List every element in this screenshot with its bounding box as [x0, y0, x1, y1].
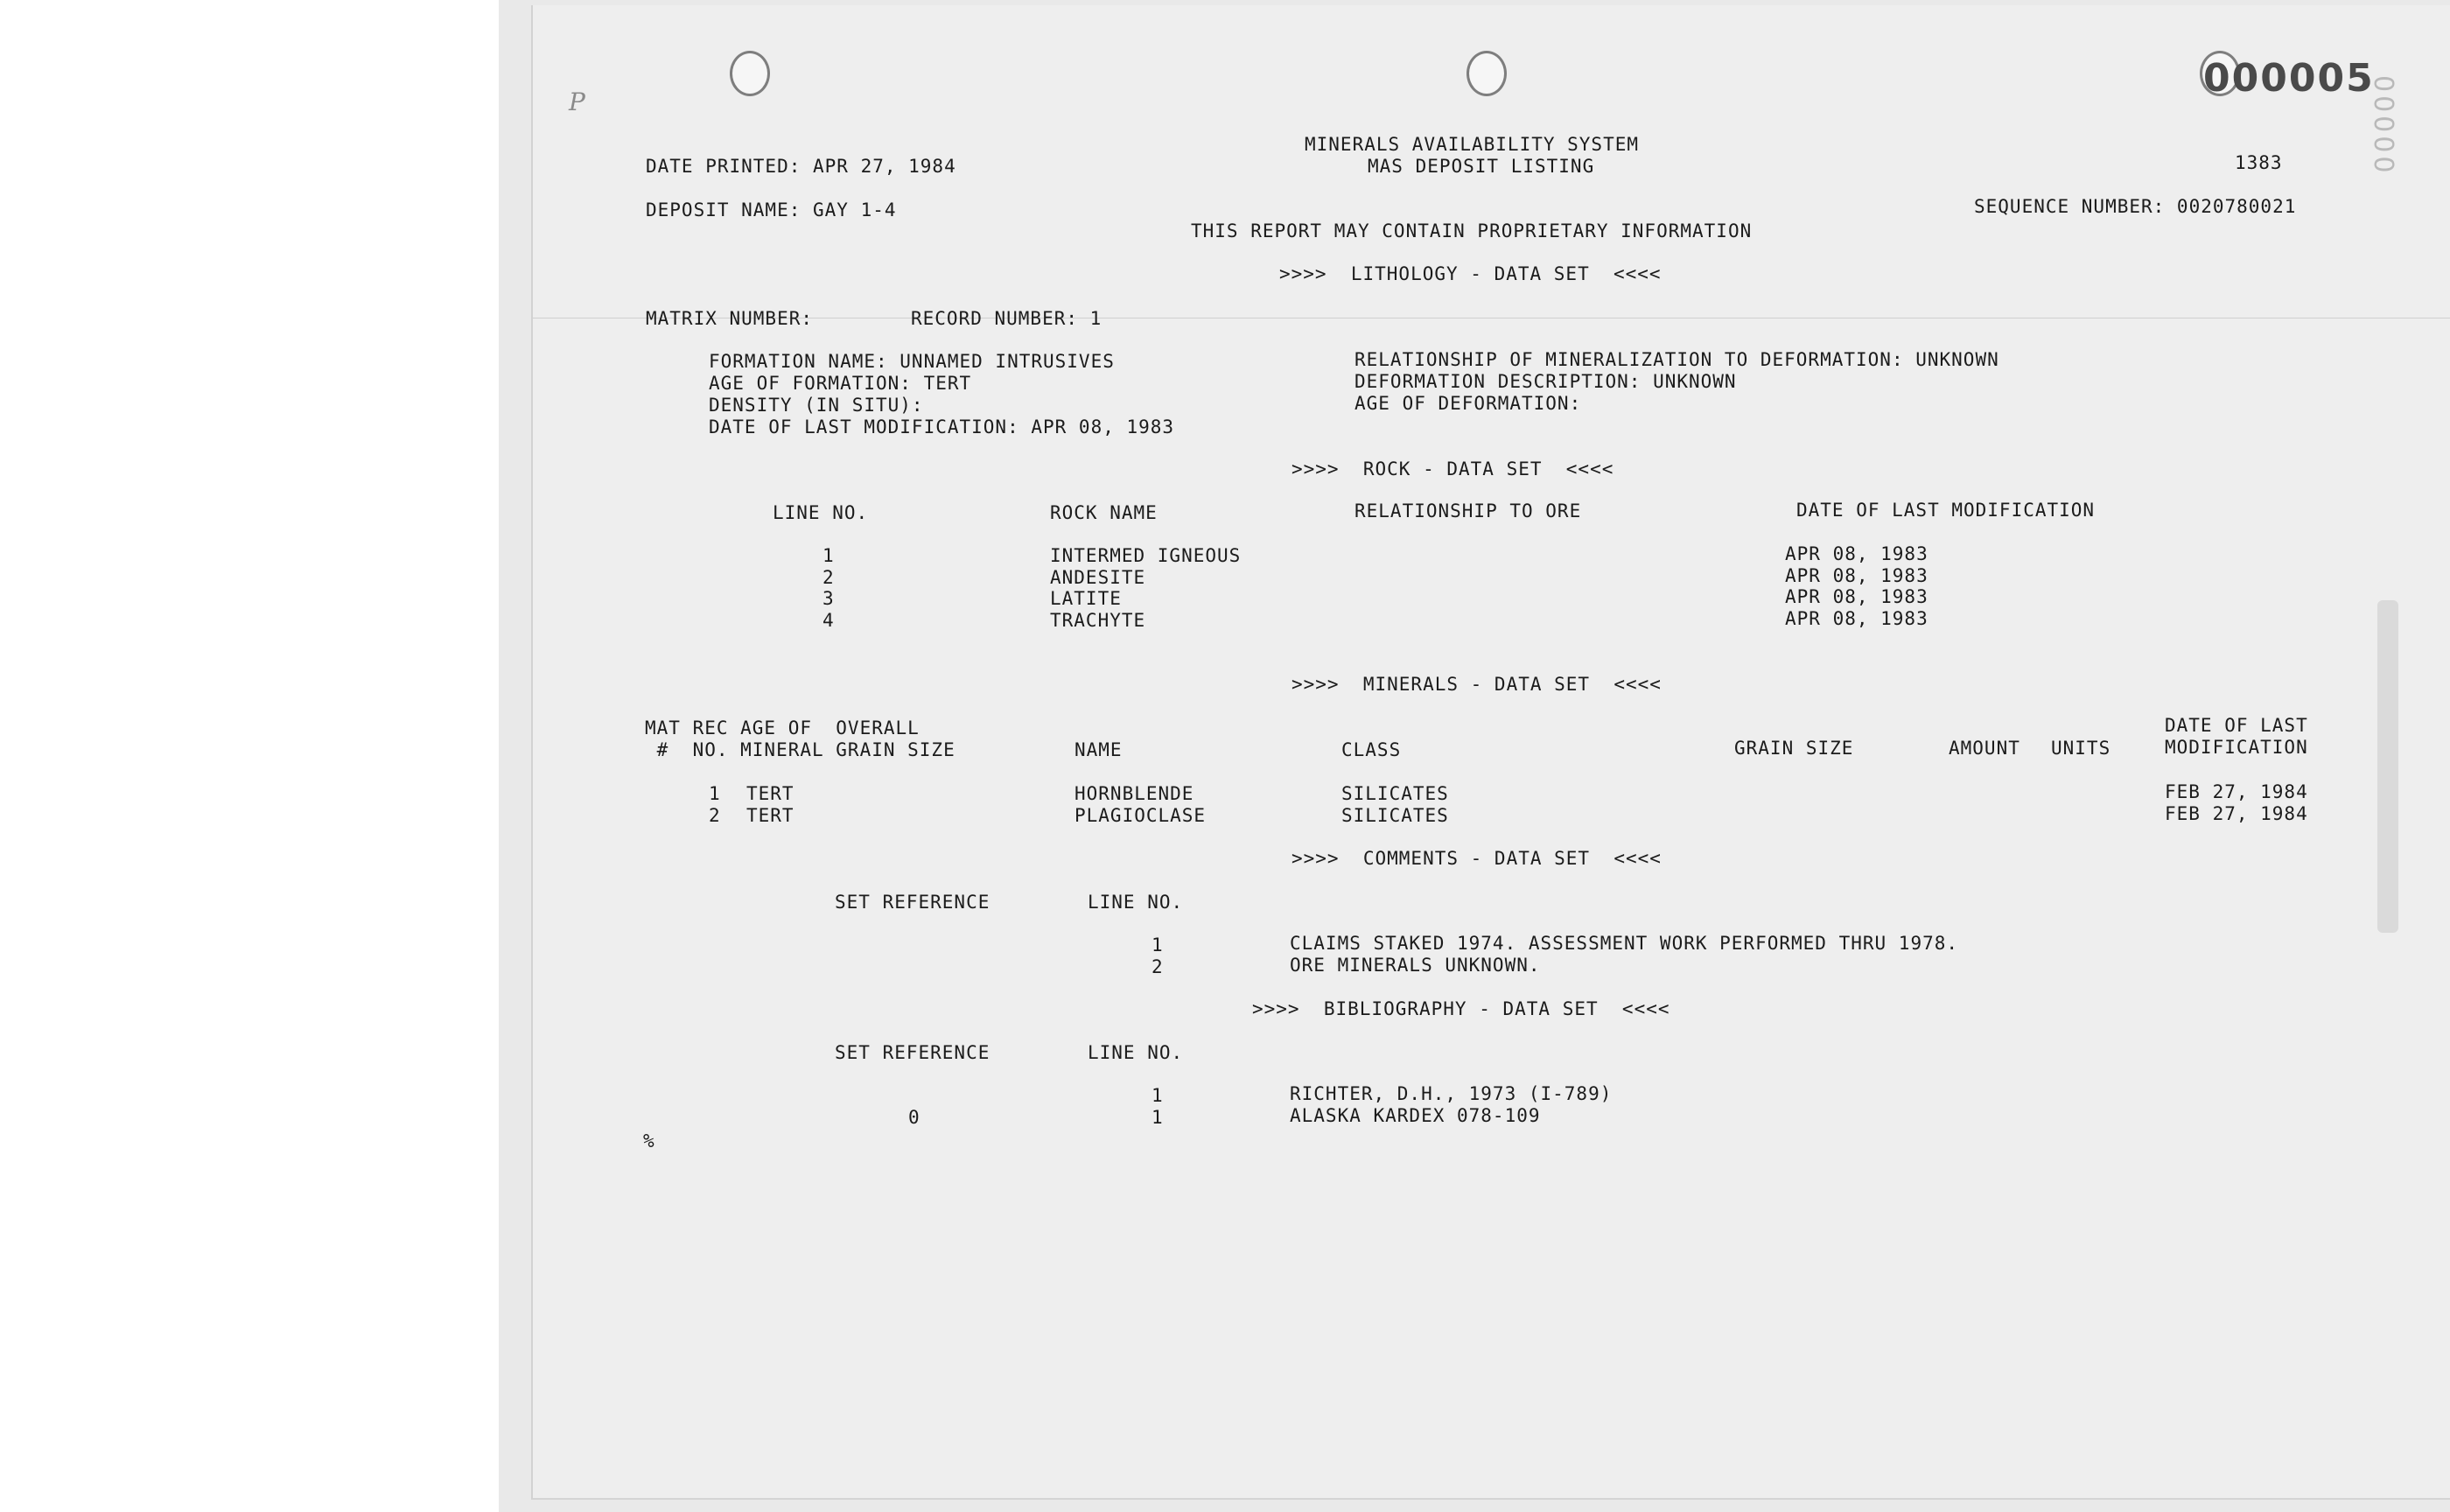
minerals-section-title: >>>> MINERALS - DATA SET <<<<	[1292, 674, 1662, 695]
footer-mark: %	[643, 1130, 655, 1152]
rock-header-date: DATE OF LAST MODIFICATION	[1796, 500, 2096, 521]
margin-mark: P	[569, 88, 585, 116]
age-of-formation: AGE OF FORMATION: TERT	[709, 373, 972, 394]
mineral-rec-no: 1	[709, 783, 721, 804]
minerals-header-line1: MAT REC AGE OF OVERALL	[645, 718, 920, 738]
deformation-description: DEFORMATION DESCRIPTION: UNKNOWN	[1354, 371, 1737, 392]
age-of-deformation: AGE OF DEFORMATION:	[1354, 393, 1582, 414]
rock-line-no: 2	[822, 567, 835, 588]
rock-name: INTERMED IGNEOUS	[1050, 545, 1242, 566]
comment-line-no: 1	[1152, 934, 1164, 956]
rock-name: TRACHYTE	[1050, 610, 1146, 631]
mineral-name: PLAGIOCLASE	[1074, 805, 1207, 826]
mineral-date: FEB 27, 1984	[2165, 781, 2308, 802]
matrix-number: MATRIX NUMBER:	[646, 308, 814, 329]
vertical-stamp-ghost: 00000	[2368, 75, 2398, 177]
minerals-header-grain-size: GRAIN SIZE	[1734, 738, 1854, 759]
mineral-class: SILICATES	[1341, 805, 1449, 826]
proprietary-notice: THIS REPORT MAY CONTAIN PROPRIETARY INFORMATION	[1191, 220, 1753, 242]
system-title: MINERALS AVAILABILITY SYSTEM	[1305, 134, 1640, 155]
minerals-header-units: UNITS	[2051, 738, 2111, 759]
mineral-name: HORNBLENDE	[1074, 783, 1194, 804]
minerals-header-name: NAME	[1074, 739, 1123, 760]
minerals-header-date2: MODIFICATION	[2165, 737, 2308, 758]
rock-date: APR 08, 1983	[1785, 608, 1928, 629]
minerals-header-date1: DATE OF LAST	[2165, 715, 2308, 736]
lithology-section-title: >>>> LITHOLOGY - DATA SET <<<<	[1279, 263, 1662, 284]
lithology-date-last-mod: DATE OF LAST MODIFICATION: APR 08, 1983	[709, 416, 1175, 438]
sequence-number: SEQUENCE NUMBER: 0020780021	[1974, 196, 2297, 217]
page-number: 1383	[2235, 152, 2283, 173]
comment-text: ORE MINERALS UNKNOWN.	[1290, 955, 1541, 976]
comment-text: CLAIMS STAKED 1974. ASSESSMENT WORK PERFORMED THRU 1978.	[1290, 933, 1959, 954]
rock-name: ANDESITE	[1050, 567, 1146, 588]
comments-header-line-no: LINE NO.	[1088, 892, 1184, 913]
comment-line-no: 2	[1152, 956, 1164, 977]
rock-name: LATITE	[1050, 588, 1122, 609]
bibliography-header-set-reference: SET REFERENCE	[835, 1042, 990, 1063]
punch-hole-center	[1466, 51, 1507, 96]
mineral-age: TERT	[746, 805, 794, 826]
bibliography-text: RICHTER, D.H., 1973 (I-789)	[1290, 1083, 1613, 1104]
mineral-rec-no: 2	[709, 805, 721, 826]
rock-header-relationship: RELATIONSHIP TO ORE	[1354, 500, 1582, 522]
record-number: RECORD NUMBER: 1	[911, 308, 1102, 329]
bibliography-section-title: >>>> BIBLIOGRAPHY - DATA SET <<<<	[1252, 998, 1670, 1019]
punch-hole-left	[730, 51, 770, 96]
rock-header-line-no: LINE NO.	[773, 502, 869, 523]
rock-line-no: 4	[822, 610, 835, 631]
minerals-header-class: CLASS	[1341, 739, 1402, 760]
deposit-name: DEPOSIT NAME: GAY 1-4	[646, 200, 897, 220]
minerals-header-amount: AMOUNT	[1949, 738, 2020, 759]
rock-header-rock-name: ROCK NAME	[1050, 502, 1158, 523]
comments-section-title: >>>> COMMENTS - DATA SET <<<<	[1292, 848, 1662, 869]
bibliography-set-reference: 0	[908, 1107, 920, 1128]
page-stamp: 000005	[2203, 56, 2375, 101]
mineralization-relationship: RELATIONSHIP OF MINERALIZATION TO DEFORMATION: UNKNOWN	[1354, 349, 1999, 370]
mineral-date: FEB 27, 1984	[2165, 803, 2308, 824]
bibliography-line-no: 1	[1152, 1107, 1164, 1128]
formation-name: FORMATION NAME: UNNAMED INTRUSIVES	[709, 351, 1115, 372]
comments-header-set-reference: SET REFERENCE	[835, 892, 990, 913]
density: DENSITY (IN SITU):	[709, 395, 924, 416]
bibliography-line-no: 1	[1152, 1085, 1164, 1106]
rock-line-no: 3	[822, 588, 835, 609]
minerals-header-line2: # NO. MINERAL GRAIN SIZE	[645, 739, 956, 760]
listing-title: MAS DEPOSIT LISTING	[1368, 156, 1595, 177]
mineral-class: SILICATES	[1341, 783, 1449, 804]
rock-section-title: >>>> ROCK - DATA SET <<<<	[1292, 458, 1614, 480]
date-printed: DATE PRINTED: APR 27, 1984	[646, 156, 956, 177]
rock-date: APR 08, 1983	[1785, 586, 1928, 607]
rock-date: APR 08, 1983	[1785, 543, 1928, 564]
margin-shadow	[2377, 600, 2398, 933]
mineral-age: TERT	[746, 783, 794, 804]
rock-line-no: 1	[822, 545, 835, 566]
rock-date: APR 08, 1983	[1785, 565, 1928, 586]
bibliography-header-line-no: LINE NO.	[1088, 1042, 1184, 1063]
bibliography-text: ALASKA KARDEX 078-109	[1290, 1105, 1541, 1126]
